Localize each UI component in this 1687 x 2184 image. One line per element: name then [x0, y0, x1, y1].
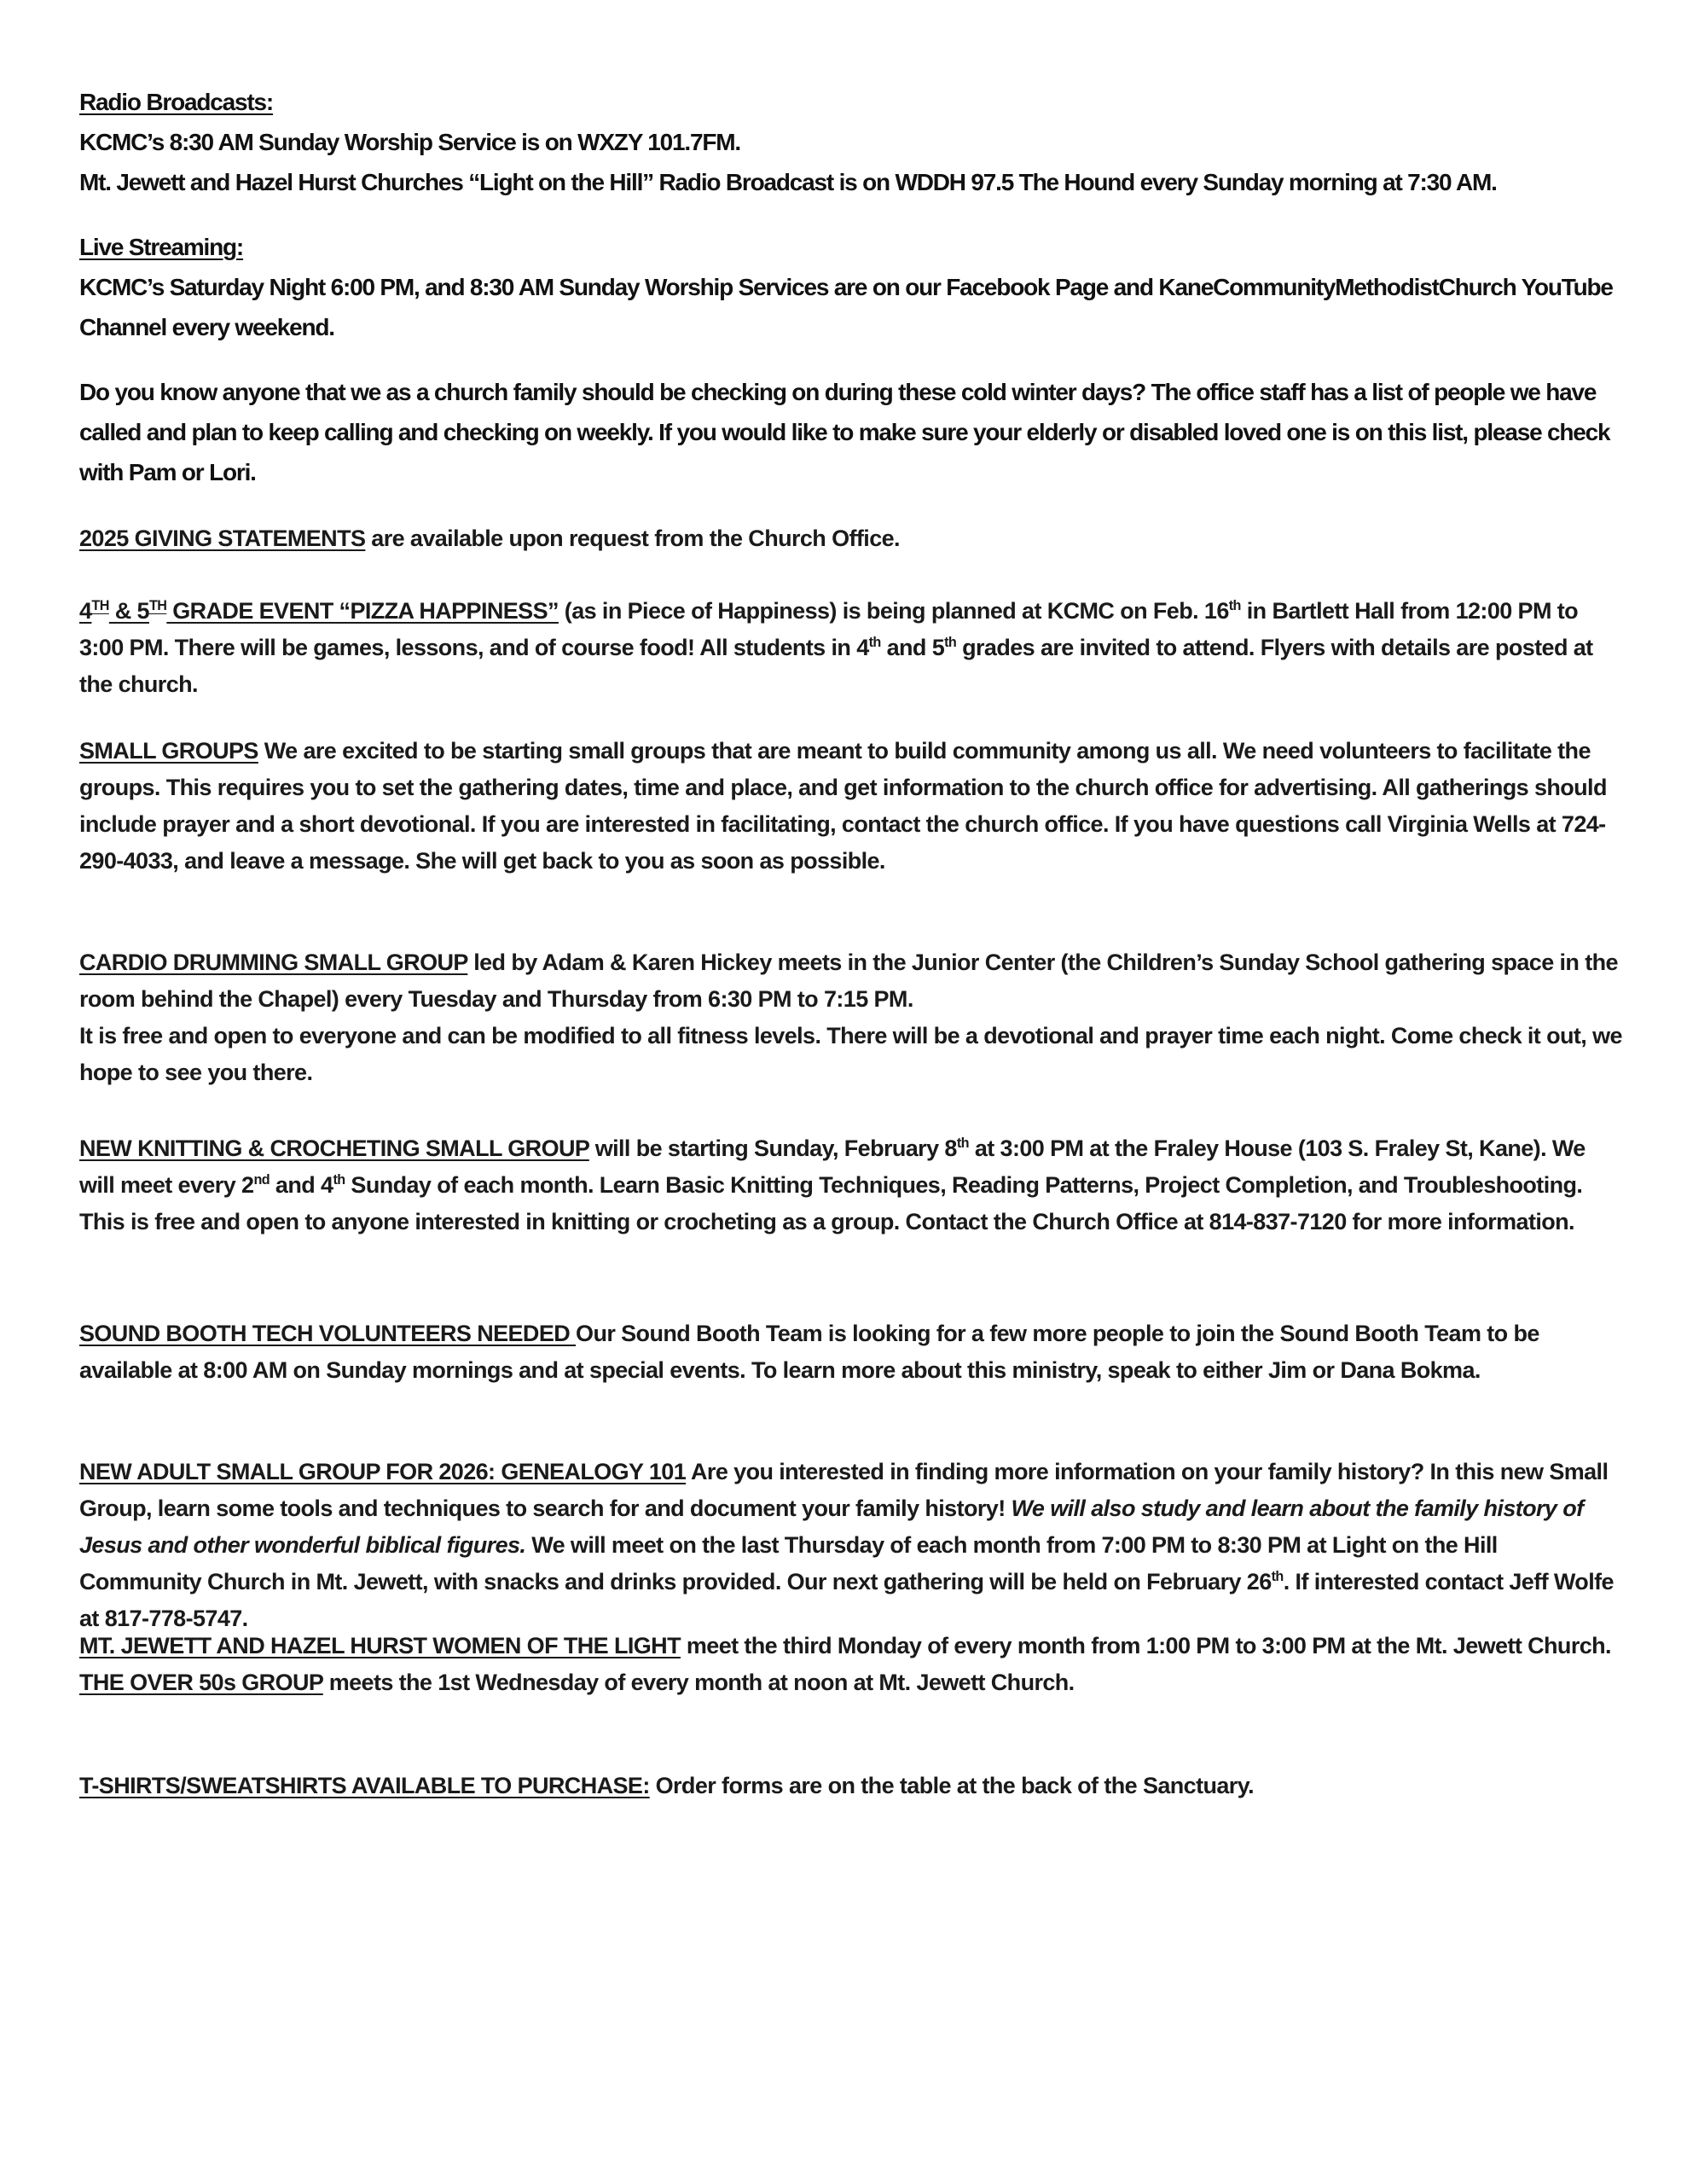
section-cardio-drumming [79, 944, 1623, 1091]
section-giving-statements [79, 520, 1623, 557]
ordinal-suffix: th [944, 635, 957, 650]
section-body-text: . If interested contact Jeff Wolfe at 817-778-5747. [79, 1569, 1614, 1631]
section-women-of-the-light [79, 1628, 1623, 1701]
section-body-text: led by Adam & Karen Hickey meets in the Junior Center (the Children’s Sunday School gathering space in the room behind the Chapel) every Tuesday and Thursday from 6:30 PM to 7:15 PM. [79, 950, 1618, 1012]
section-pizza-happiness [79, 593, 1623, 703]
section-body-text: meet the third Monday of every month from 1:00 PM to 3:00 PM at the Mt. Jewett Church. [680, 1633, 1611, 1658]
section-body-text: Do you know anyone that we as a church family should be checking on during these cold winter days? The office staff has a list of people we have called and plan to keep calling and checking on weekly. If you would like to make sure your elderly or disabled loved one is on this list, please check with Pam or Lori. [79, 379, 1610, 485]
section-heading-text: NEW KNITTING & CROCHETING SMALL GROUP [79, 1136, 589, 1161]
section-t-shirts [79, 1768, 1623, 1804]
section-body-text: in Bartlett Hall from 12:00 PM to 3:00 PM. There will be games, lessons, and of course food! All students in 4 [79, 598, 1579, 660]
section-body-text: and 4 [270, 1172, 333, 1198]
section-body-text: meets the 1st Wednesday of every month at noon at Mt. Jewett Church. [322, 1670, 1075, 1695]
section-body-text: We are excited to be starting small groups that are meant to build community among us all. We need volunteers to facilitate the groups. This requires you to set the gathering dates, time and place, and get information to the church office for advertising. All gatherings should include prayer and a short devotional. If you are interested in facilitating, contact the church office. If you have questions call Virginia Wells at 724-290-4033, and leave a message. She will get back to you as soon as possible. [79, 738, 1607, 874]
section-heading-text: T-SHIRTS/SWEATSHIRTS AVAILABLE TO PURCHASE: [79, 1773, 650, 1798]
section-knitting-crocheting [79, 1130, 1623, 1240]
section-heading-text: Radio Broadcasts: [79, 89, 273, 115]
section-sound-booth [79, 1316, 1623, 1389]
section-heading-text: MT. JEWETT AND HAZEL HURST WOMEN OF THE LIGHT [79, 1633, 681, 1658]
section-body-text: Sunday of each month. Learn Basic Knitting Techniques, Reading Patterns, Project Completion, and Troubleshooting. This is free and open to anyone interested in knitting or crocheting as a group. Contact the Church Office at 814-837-7120 for more information. [79, 1172, 1583, 1234]
section-body-text: Order forms are on the table at the back of the Sanctuary. [649, 1773, 1255, 1798]
ordinal-suffix: th [956, 1136, 969, 1151]
section-heading-text: TH [148, 598, 167, 613]
section-heading-text: Live Streaming: [79, 234, 244, 260]
section-heading-text: NEW ADULT SMALL GROUP FOR 2026: GENEALOGY 101 [79, 1459, 687, 1484]
section-radio-broadcasts [79, 82, 1623, 202]
ordinal-suffix: th [1228, 598, 1241, 613]
section-heading-text: & 5 [108, 598, 149, 624]
section-heading-text: SMALL GROUPS [79, 738, 258, 764]
section-live-streaming [79, 227, 1623, 347]
section-body-text: are available upon request from the Church Office. [365, 526, 900, 551]
section-body-text: KCMC’s 8:30 AM Sunday Worship Service is on WXZY 101.7FM. [79, 129, 740, 155]
section-heading-text: THE OVER 50s GROUP [79, 1670, 323, 1695]
section-small-groups [79, 733, 1623, 880]
ordinal-suffix: nd [253, 1172, 270, 1188]
section-heading-text: GRADE EVENT “PIZZA HAPPINESS” [166, 598, 559, 624]
section-heading-text: 2025 GIVING STATEMENTS [79, 526, 366, 551]
section-body-text: and 5 [880, 635, 945, 660]
section-body-text: It is free and open to everyone and can be modified to all fitness levels. There will be a devotional and prayer time each night. Come check it out, we hope to see you there. [79, 1023, 1622, 1085]
section-body-text: (as in Piece of Happiness) is being planned at KCMC on Feb. 16 [558, 598, 1229, 624]
section-body-text: grades are invited to attend. Flyers with details are posted at the church. [79, 635, 1593, 697]
section-checking-on-elderly [79, 372, 1623, 492]
ordinal-suffix: th [1271, 1569, 1284, 1584]
section-body-text: We will also study and learn about the family history of Jesus and other wonderful biblical figures. [79, 1496, 1584, 1558]
section-body-text: We will meet on the last Thursday of each month from 7:00 PM to 8:30 PM at Light on the Hill Community Church in Mt. Jewett, with snacks and drinks provided. Our next gathering will be held on February 26 [79, 1532, 1498, 1594]
section-body-text: Are you interested in finding more information on your family history? In this new Small Group, learn some tools and techniques to search for and document your family history! [79, 1459, 1609, 1521]
section-body-text: Our Sound Booth Team is looking for a few more people to join the Sound Booth Team to be available at 8:00 AM on Sunday mornings and at special events. To learn more about this ministry, speak to either Jim or Dana Bokma. [79, 1321, 1539, 1383]
section-body-text: will be starting Sunday, February 8 [588, 1136, 957, 1161]
section-body-text: KCMC’s Saturday Night 6:00 PM, and 8:30 AM Sunday Worship Services are on our Facebook Page and KaneCommunityMethodistChurch YouTube Channel every weekend. [79, 274, 1613, 340]
section-genealogy [79, 1454, 1623, 1637]
section-heading-text: TH [91, 598, 109, 613]
ordinal-suffix: th [333, 1172, 345, 1188]
section-heading-text: CARDIO DRUMMING SMALL GROUP [79, 950, 468, 975]
section-heading-text: 4 [79, 598, 92, 624]
section-heading-text: SOUND BOOTH TECH VOLUNTEERS NEEDED [79, 1321, 577, 1346]
ordinal-suffix: th [868, 635, 881, 650]
section-body-text: at 3:00 PM at the Fraley House (103 S. Fraley St, Kane). We will meet every 2 [79, 1136, 1586, 1198]
section-body-text: Mt. Jewett and Hazel Hurst Churches “Light on the Hill” Radio Broadcast is on WDDH 97.5 The Hound every Sunday morning at 7:30 AM. [79, 169, 1497, 195]
